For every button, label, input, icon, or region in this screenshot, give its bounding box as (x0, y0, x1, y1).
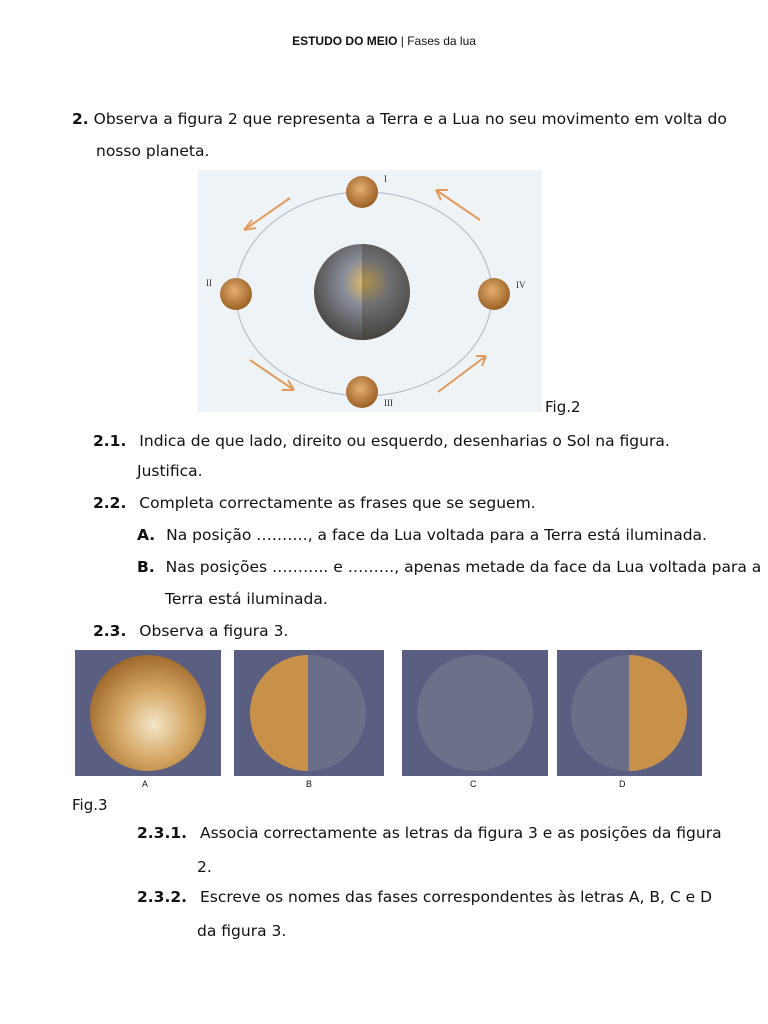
label-iii: III (384, 398, 393, 408)
moon-position-iv (478, 278, 510, 310)
question-2-3-1-line2: 2. (197, 858, 212, 876)
full-moon-icon (75, 650, 221, 776)
question-2-text: Observa a figura 2 que representa a Terra e a Lua no seu movimento em volta do (93, 110, 727, 128)
page-header (0, 34, 768, 48)
new-moon-icon (402, 650, 548, 776)
waxing-half-moon-icon (557, 650, 702, 776)
label-iv: IV (516, 280, 526, 290)
item-a-letter: A. (137, 526, 156, 544)
item-b (137, 556, 761, 578)
figure-3-label-a: A (142, 779, 149, 789)
question-2-3-1-number: 2.3.1. (137, 824, 188, 842)
question-2-line1 (72, 108, 727, 130)
header-title: ESTUDO DO MEIO (292, 34, 398, 48)
moon-phase-c (402, 650, 548, 776)
question-2-3-number: 2.3. (93, 622, 127, 640)
question-2-3-1-line1 (137, 822, 722, 844)
question-2-1-line1 (93, 430, 670, 452)
item-b-letter: B. (137, 558, 155, 576)
question-2-3-text: Observa a figura 3. (139, 622, 289, 640)
question-2-2-number: 2.2. (93, 494, 127, 512)
question-2-2-text: Completa correctamente as frases que se seguem. (139, 494, 536, 512)
label-ii: II (206, 278, 212, 288)
item-a-text: Na posição ………., a face da Lua voltada para a Terra está iluminada. (166, 526, 707, 544)
question-2-number: 2. (72, 110, 89, 128)
figure-3-label-b: B (306, 779, 313, 789)
question-2-3-2-number: 2.3.2. (137, 888, 188, 906)
arrow-icon (436, 190, 480, 220)
question-2-1-number: 2.1. (93, 432, 127, 450)
item-a (137, 524, 707, 546)
orbit-diagram (198, 170, 542, 412)
header-subtitle: Fases da lua (407, 34, 476, 48)
moon-phase-a (75, 650, 221, 776)
question-2-3-2-line1 (137, 886, 712, 908)
question-2-1-text: Indica de que lado, direito ou esquerdo, desenharias o Sol na figura. (139, 432, 670, 450)
moon-position-i (346, 176, 378, 208)
moon-position-ii (220, 278, 252, 310)
question-2-1-line2: Justifica. (137, 462, 203, 480)
question-2-2-line (93, 492, 536, 514)
arrow-icon (438, 356, 486, 392)
arrow-icon (244, 198, 290, 230)
item-b-text: Nas posições ……….. e ………, apenas metade da face da Lua voltada para a (165, 558, 762, 576)
moon-phase-d (557, 650, 702, 776)
question-2-3-2-line2: da figura 3. (197, 922, 287, 940)
item-b-line2: Terra está iluminada. (165, 590, 328, 608)
question-2-3-1-text: Associa correctamente as letras da figura 3 e as posições da figura (199, 824, 722, 842)
question-2-3-2-text: Escreve os nomes das fases correspondentes às letras A, B, C e D (199, 888, 712, 906)
figure-3-caption: Fig.3 (72, 796, 108, 814)
figure-3-label-c: C (470, 779, 477, 789)
figure-2-earth-moon-orbit (198, 170, 542, 412)
moon-position-iii (346, 376, 378, 408)
figure-2-caption: Fig.2 (545, 398, 581, 416)
waning-half-moon-icon (234, 650, 384, 776)
question-2-3-line (93, 620, 288, 642)
label-i: I (384, 174, 387, 184)
figure-3-label-d: D (619, 779, 626, 789)
header-separator: | (400, 34, 404, 48)
question-2-line2: nosso planeta. (96, 142, 210, 160)
moon-phase-b (234, 650, 384, 776)
